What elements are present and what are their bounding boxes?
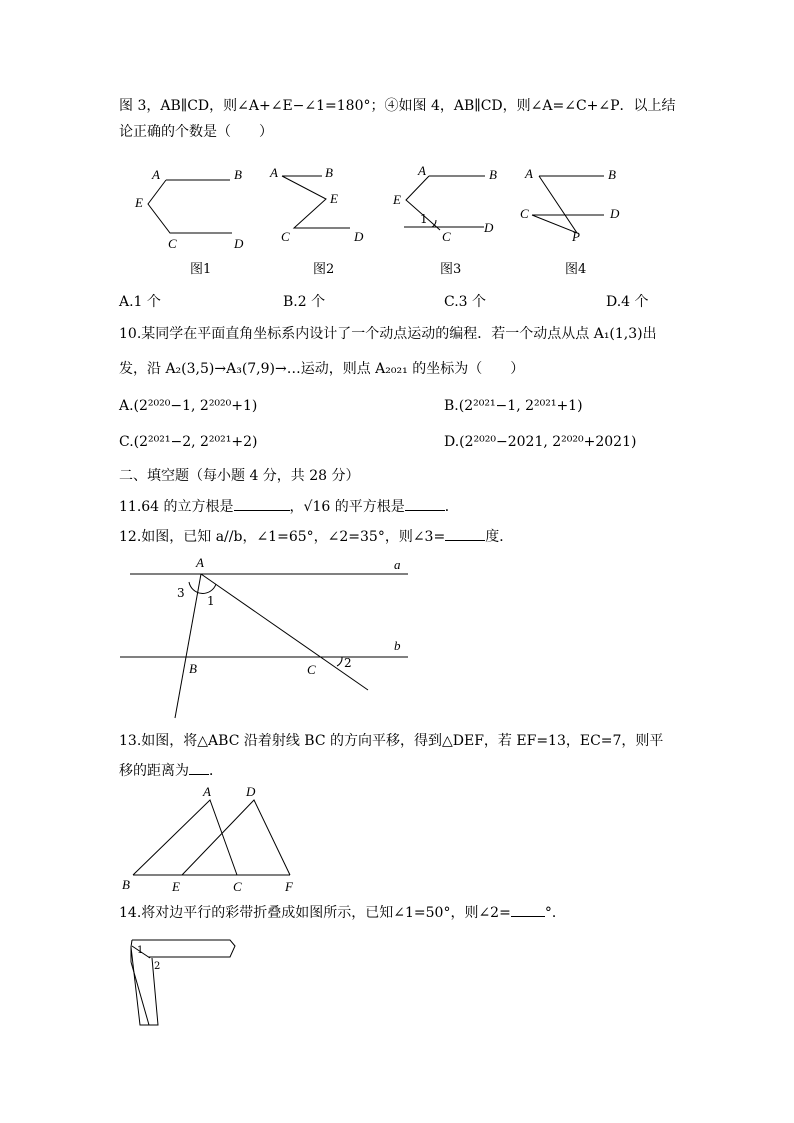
q12-label-3: 3: [177, 586, 185, 600]
f3-label-e: E: [393, 192, 401, 207]
f3-label-d: D: [484, 220, 494, 235]
q14-part-a: 14.将对边平行的彩带折叠成如图所示，已知∠1=50°，则∠2=: [119, 905, 511, 921]
f2-label-a: A: [270, 165, 278, 180]
q9-option-a: A.1 个: [119, 294, 161, 310]
f1-label-d: D: [234, 236, 244, 251]
f2-label-b: B: [325, 165, 333, 180]
q9-option-b: B.2 个: [283, 294, 326, 310]
q9-line2: 论正确的个数是（ ）: [119, 124, 273, 140]
q13-line1: 13.如图，将△ABC 沿着射线 BC 的方向平移，得到△DEF，若 EF=13，EC=7，则平: [119, 733, 664, 749]
q12-label-B: B: [189, 661, 197, 676]
f3-label-b: B: [489, 167, 497, 182]
f1-label-a: A: [152, 167, 160, 182]
q10-line2: 发，沿 A₂(3,5)→A₃(7,9)→…运动，则点 A₂₀₂₁ 的坐标为（ ）: [119, 361, 525, 377]
q13-label-C: C: [233, 879, 242, 894]
q14-label-1: 1: [137, 945, 144, 956]
q11-part-a: 11.64 的立方根是: [119, 499, 234, 515]
caption-fig2: 图2: [313, 262, 335, 277]
q9-option-d: D.4 个: [606, 294, 649, 310]
q13-label-F: F: [285, 879, 293, 894]
q10-line1: 10.某同学在平面直角坐标系内设计了一个动点运动的编程．若一个动点从点 A₁(1,3)出: [119, 326, 657, 342]
f4-label-b: B: [608, 167, 616, 182]
q10-option-d: D.(2²⁰²⁰−2021, 2²⁰²⁰+2021): [444, 434, 637, 450]
f3-label-a: A: [418, 163, 426, 178]
q11-part-b: ，√16 的平方根是: [289, 499, 405, 515]
f2-label-e: E: [330, 191, 338, 206]
q12-label-1: 1: [207, 594, 215, 608]
q12-label-2: 2: [344, 656, 352, 670]
q13-part-b: ．: [209, 763, 223, 779]
f1-label-e: E: [135, 195, 143, 210]
q13-label-E: E: [172, 879, 180, 894]
f3-label-1: 1: [420, 212, 428, 226]
q10-option-c: C.(2²⁰²¹−2, 2²⁰²¹+2): [119, 434, 258, 450]
q12-label-a: a: [394, 557, 401, 572]
q14-part-b: °．: [544, 905, 566, 921]
section-2-heading: 二、填空题（每小题 4 分，共 28 分）: [119, 468, 360, 484]
f3-label-c: C: [442, 229, 451, 244]
q13-label-B: B: [122, 877, 130, 892]
f4-label-c: C: [520, 206, 529, 221]
q13-part-a: 移的距离为: [119, 763, 189, 779]
f4-label-p: P: [572, 229, 580, 244]
q13-label-D: D: [246, 784, 256, 799]
f4-label-a: A: [525, 166, 533, 181]
f1-label-c: C: [168, 236, 177, 251]
q10-option-b: B.(2²⁰²¹−1, 2²⁰²¹+1): [444, 398, 583, 414]
q13-label-A: A: [203, 784, 211, 799]
q10-option-a: A.(2²⁰²⁰−1, 2²⁰²⁰+1): [119, 398, 258, 414]
q9-line1: 图 3，AB∥CD，则∠A+∠E−∠1=180°；④如图 4，AB∥CD，则∠A=∠C+∠P．以上结: [119, 98, 676, 114]
f4-label-d: D: [610, 206, 620, 221]
q12-label-b: b: [394, 638, 401, 653]
f2-label-d: D: [354, 229, 364, 244]
f2-label-c: C: [281, 229, 290, 244]
f1-label-b: B: [234, 167, 242, 182]
q9-option-c: C.3 个: [444, 294, 487, 310]
q12-part-b: 度．: [485, 529, 514, 545]
caption-fig4: 图4: [565, 262, 587, 277]
caption-fig1: 图1: [190, 262, 212, 277]
q12-label-A: A: [196, 555, 204, 570]
q11-part-c: ．: [444, 499, 459, 515]
q12-part-a: 12.如图，已知 a//b，∠1=65°，∠2=35°，则∠3=: [119, 529, 446, 545]
q14-label-2: 2: [154, 961, 161, 972]
q12-label-C: C: [307, 662, 316, 677]
caption-fig3: 图3: [440, 262, 462, 277]
